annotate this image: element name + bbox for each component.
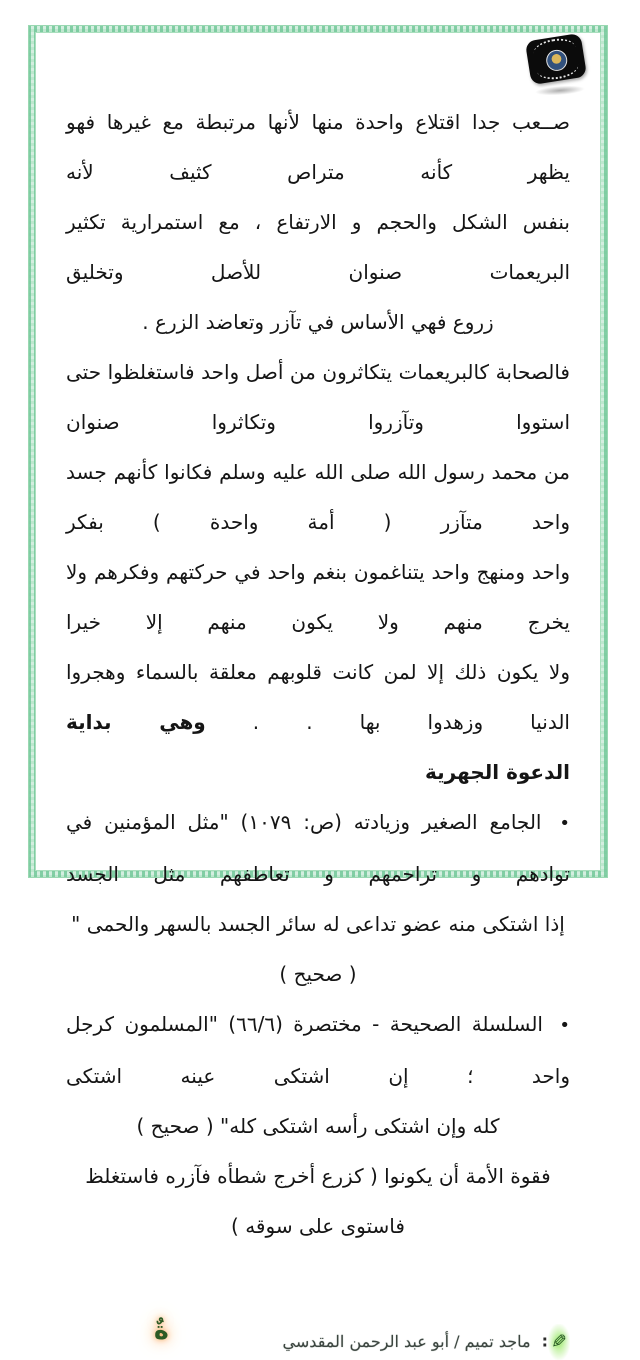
paragraph2-line4-bold: وهي بداية	[66, 710, 206, 734]
bullet2-line1-text: السلسلة الصحيحة - مختصرة (٦٦/٦) "المسلمون كرجل واحد ؛ إن اشتكى عينه اشتكى	[66, 1012, 570, 1088]
paragraph1-line3: زروع فهي الأساس في تآزر وتعاضد الزرع .	[142, 310, 494, 334]
decorative-green-frame	[28, 25, 608, 1353]
signature-row	[66, 1316, 570, 1360]
paragraph2-line4-text: ولا يكون ذلك إلا لمن كانت قلوبهم معلقة بالسماء وهجروا الدنيا وزهدوا بها . .	[66, 660, 570, 734]
bullet-marker: •	[559, 813, 570, 834]
paragraph2-line4	[66, 647, 570, 747]
bullet2-line1	[66, 999, 570, 1101]
section-heading: الدعوة الجهرية	[425, 760, 570, 784]
paragraph2-line1: فالصحابة كالبريعمات يتكاثرون من أصل واحد فاستغلظوا حتى استووا وتآزروا وتكاثروا صنوان	[66, 360, 570, 434]
document-body	[44, 41, 592, 1353]
page-inner	[36, 33, 600, 1353]
pen-icon: ✎	[548, 1324, 570, 1360]
signature-name: ماجد تميم / أبو عبد الرحمن المقدسي	[282, 1331, 531, 1351]
bullet2-line2: كله وإن اشتكى رأسه اشتكى كله" ( صحيح )	[136, 1114, 500, 1138]
paragraph2-line3: واحد ومنهج واحد يتناغمون بنغم واحد في حركتهم وفكرهم ولا يخرج منهم ولا يكون منهم إلا خيرا	[66, 560, 570, 634]
closing-line: فقوة الأمة أن يكونوا ( كزرع أخرج شطأه فآزره فاستغلظ فاستوى على سوقه )	[85, 1164, 551, 1238]
bullet1-line1-text: الجامع الصغير وزيادته (ص: ١٠٧٩) "مثل المؤمنين في توادهم و تراحمهم و تعاطفهم مثل الجسد	[66, 810, 570, 886]
paragraph2-line2: من محمد رسول الله صلى الله عليه وسلم فكانوا كأنهم جسد واحد متآزر ( أمة واحدة ) بفكر	[66, 460, 570, 534]
signature-colon: :	[541, 1331, 549, 1351]
paragraph1-line1: صــعب جدا اقتلاع واحدة منها لأنها مرتبطة مع غيرها فهو يظهر كأنه متراص كثيف لأنه	[66, 110, 570, 184]
paragraph1-line2: بنفس الشكل والحجم و الارتفاع ، مع استمرارية تكثير البريعمات صنوان للأصل وتخليق	[66, 210, 570, 284]
bullet1-line1	[66, 797, 570, 899]
calligraphic-ornament: ةٌ	[154, 1316, 169, 1345]
bullet1-line2: إذا اشتكى منه عضو تداعى له سائر الجسد بالسهر والحمى " ( صحيح )	[71, 912, 565, 986]
bullet-marker: •	[559, 1015, 571, 1036]
